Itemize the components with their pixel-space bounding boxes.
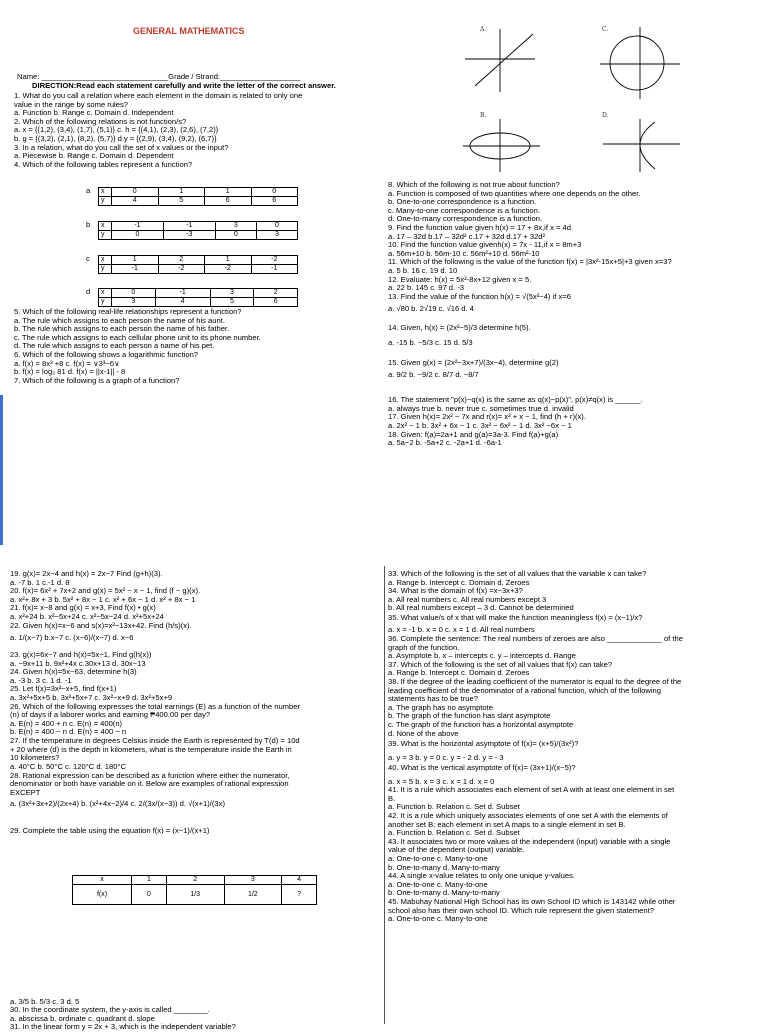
question-line: 25. Let f(x)=3x²−x+5, find f(x+1)	[10, 684, 117, 694]
question-line: 20. f(x)= 6x² + 7x+2 and g(x) = 5x² − x − 1, find (f − g)(x).	[10, 586, 201, 596]
question-line: a. -7 b. 1 c.-1 d. 8	[10, 577, 70, 587]
question-line: a. 40°C b. 50°C c. 120°C d. 180°C	[10, 761, 126, 771]
question-line: a. Function is composed of two quantities where one depends on the other.	[388, 188, 641, 198]
q29-row-fx	[73, 885, 317, 905]
row-label: y	[99, 231, 112, 240]
question-line: b. The graph of the function has slant asymptote	[388, 711, 551, 721]
question-line: a. √80 b. 2√19 c. √16 d. 4	[388, 304, 474, 314]
question-line: 27. If the temperature in degrees Celsius inside the Earth is represented by T(d) = 10d	[10, 736, 300, 745]
table-cell: -1	[163, 222, 215, 231]
function-table	[98, 221, 298, 240]
question-line: a. 2x² − 1 b. 3x² + 6x − 1 c. 3x² − 6x² − 1 d. 3x² −6x − 1	[388, 421, 572, 430]
table-cell: 1	[205, 188, 252, 197]
question-line: a. E(n) = 400 + n c. E(n) = 400(n)	[10, 718, 123, 728]
table-row	[99, 231, 298, 240]
question-line: d. The rule which assigns to each person a name of his pet.	[14, 341, 215, 351]
q29-cell: 4	[282, 876, 317, 885]
table-row	[99, 265, 298, 274]
question-line: 42. It is a rule which uniquely associates elements of one set A with the elements of	[388, 811, 668, 820]
table-cell: 4	[155, 298, 210, 307]
question-line: 17. Given h(x)= 2x² − 7x and r(x)= x² + x − 1, find (h + r)(x).	[388, 412, 586, 422]
table-cell: 3	[215, 222, 256, 231]
question-line: 26. Which of the following expresses the total earnings (E) as a function of the number	[10, 701, 300, 711]
question-line: 14. Given, h(x) = (2x²−5)/3 determine h(5).	[388, 323, 531, 333]
table-cell: 3	[210, 289, 254, 298]
table-cell: 0	[256, 222, 297, 231]
question-line: 15. Given g(x) = (2x²−3x+7)/(3x−4), determine g(2)	[388, 358, 559, 368]
q29-cell: x	[73, 876, 132, 885]
q29-cell: 1/3	[166, 885, 224, 905]
q7-graph-figures	[455, 24, 695, 174]
question-line: 5. Which of the following real-life relationships represent a function?	[14, 307, 242, 316]
table-cell: -1	[251, 265, 298, 274]
table-cell: -1	[155, 289, 210, 298]
question-line: a. All real numbers c. All real numbers except 3	[388, 594, 547, 604]
question-line: graph of the function.	[388, 642, 460, 652]
question-line: a. 5a−2 b. -5a+2 c. -2a+1 d. -6a-1	[388, 438, 502, 448]
table-row	[99, 188, 298, 197]
table-cell: 2	[158, 256, 205, 265]
question-line: 11. Which of the following is the value of the function f(x) = |3x²-15x+5|+3 given x=3?	[388, 257, 672, 267]
question-line: 6. Which of the following shows a logarithmic function?	[14, 350, 199, 359]
question-line: 37. Which of the following is the set of all values that f(x) can take?	[388, 659, 613, 669]
question-line: a. x = {(1,2), (3,4), (1,7), (5,1)} c. h = {(4,1), (2,3), (2,6), (7,2)}	[14, 125, 219, 135]
name-grade-line: Name: ______________________________Grade / Strand:___________________	[17, 72, 301, 81]
table-cell: 6	[205, 197, 252, 206]
table-cell: 5	[158, 197, 205, 206]
question-line: 45. Mabuhay National High School has its own School ID which is 143142 while other	[388, 897, 676, 906]
question-line: 29. Complete the table using the equation f(x) = (x−1)/(x+1)	[10, 826, 210, 835]
table-cell: 2	[254, 289, 298, 298]
q29-cell: 2	[166, 876, 224, 885]
question-line: 3. In a relation, what do you call the set of x values or the input?	[14, 142, 229, 152]
figure-label-a: A.	[480, 26, 487, 33]
question-line: a. 5 b. 16 c. 19 d. 10	[388, 266, 458, 275]
question-line: 30. In the coordinate system, the y-axis is called ________.	[10, 1005, 210, 1015]
table-cell: -2	[158, 265, 205, 274]
row-label: x	[99, 256, 112, 265]
question-line: a. (3x²+3x+2)/(2x+4) b. (x²+4x−2)/4 c. 2/(3x/(x−3)) d. √(x+1)/(3x)	[10, 799, 225, 808]
q29-cell: 1	[132, 876, 167, 885]
table-cell: 3	[112, 298, 156, 307]
question-line: c. Many-to-one correspondence is a function.	[388, 205, 540, 215]
question-line: a. One-to-one c. Many-to-one	[388, 854, 488, 863]
table-cell: 1	[158, 188, 205, 197]
table-letter: b	[86, 220, 91, 229]
question-line: 12. Evaluate: h(x) = 5x²-8x+12 given x = 5.	[388, 274, 532, 284]
question-line: a. 3x²+5x+5 b. 3x²+5x+7 c. 3x²−x+9 d. 3x²+5x+9	[10, 693, 173, 702]
question-line: 2. Which of the following relations is not function/s?	[14, 116, 187, 126]
table-cell: -3	[163, 231, 215, 240]
table-cell: -2	[251, 256, 298, 265]
table-cell: 0	[112, 289, 156, 298]
table-cell: -2	[205, 265, 252, 274]
question-line: a. −9x+11 b. 9x²+4x c.30x+13 d. 30x−13	[10, 658, 146, 668]
question-line: a. Range b. Intercept c. Domain d. Zeroes	[388, 577, 530, 587]
q29-table	[72, 875, 317, 905]
question-line: b. E(n) = 400 − n d. E(n) = 400 − n	[10, 727, 127, 737]
figure-label-d: D.	[602, 112, 609, 119]
row-label: y	[99, 197, 112, 206]
direction-text: DIRECTION:Read each statement carefully and write the letter of the correct answer.	[32, 81, 336, 90]
question-line: school also has their own school ID. Which rule represent the given statement?	[388, 905, 654, 915]
figure-label-b: B.	[480, 112, 487, 119]
table-cell: 4	[112, 197, 159, 206]
table-cell: 1	[112, 256, 159, 265]
question-line: 4. Which of the following tables represent a function?	[14, 159, 193, 169]
question-line: a. 3/5 b. 5/3 c. 3 d. 5	[10, 997, 80, 1006]
row-label: x	[99, 289, 112, 298]
table-cell: 3	[256, 231, 297, 240]
question-line: a. Function b. Relation c. Set d. Subset	[388, 802, 520, 812]
q29-cell: 3	[224, 876, 282, 885]
table-cell: 1	[205, 256, 252, 265]
table-cell: 6	[254, 298, 298, 307]
table-letter: a	[86, 186, 91, 195]
question-line: 19. g(x)= 2x−4 and h(x) = 2x−7 Find (g+h)(3).	[10, 569, 163, 578]
figure-label-c: C.	[602, 26, 609, 33]
q29-cell: f(x)	[73, 885, 132, 905]
row-label: y	[99, 265, 112, 274]
question-line: d. None of the above	[388, 728, 459, 738]
question-line: value in the range by some rules?	[14, 99, 128, 109]
question-line: c. The graph of the function has a horizontal asymptote	[388, 720, 574, 729]
question-line: c. The rule which assigns to each cellular phone unit to its phone number.	[14, 332, 261, 342]
question-line: a. f(x) = 8x³ +8 c. f(x) = ∨3³−6∨	[14, 358, 120, 368]
table-cell: -1	[112, 222, 164, 231]
column-divider	[384, 566, 385, 1024]
question-line: a. The rule which assigns to each person the name of his aunt.	[14, 315, 225, 325]
graph-d-parabola	[603, 119, 680, 172]
question-line: a. x = -1 b. x = 0 c. x = 1 d. All real numbers	[388, 625, 535, 635]
question-line: a. Range b. Intercept c. Domain d. Zeroes	[388, 668, 530, 678]
question-line: d. One-to-many correspondence is a function.	[388, 214, 543, 224]
table-row	[99, 197, 298, 206]
question-line: 8. Which of the following is not true about function?	[388, 180, 560, 189]
question-line: 34. What is the domain of f(x) =x−3x+3?	[388, 586, 523, 596]
question-line: 35. What value/s of x that will make the function meaningless f(x) = (x−1)/x?	[388, 613, 643, 623]
q29-cell: 0	[132, 885, 167, 905]
question-line: 10 kilometers?	[10, 753, 60, 763]
question-line: a. One-to-one c. Many-to-one	[388, 914, 488, 924]
question-line: 41. It is a rule which associates each element of set A with at least one element in set	[388, 785, 675, 795]
question-line: a. y = 3 b. y = 0 c. y = - 2 d. y = - 3	[388, 752, 504, 762]
table-cell: 0	[215, 231, 256, 240]
table-row	[99, 298, 298, 307]
question-line: 31. In the linear form y = 2x + 3, which is the independent variable?	[10, 1022, 236, 1032]
question-line: b. g = {(3,2), (2,1), (8,2), (5,7)} d.y = {(2,9), (3,4), (9,2), (6,7)}	[14, 134, 217, 143]
question-line: 18. Given: f(a)=2a+1 and g(a)=3a-3. Find f(a)+g(a)	[388, 429, 559, 439]
table-cell: -1	[112, 265, 159, 274]
question-line: 23. g(x)=6x−7 and h(x)=5x−1, Find g(h(x))	[10, 650, 152, 659]
question-line: b. One-to-many d. Many-to-many	[388, 862, 500, 872]
table-cell: 0	[112, 231, 164, 240]
question-line: 33. Which of the following is the set of all values that the variable x can take?	[388, 569, 647, 578]
question-line: a. abscissa b. ordinate c. quadrant d. slope	[10, 1013, 155, 1023]
question-line: b. f(x) = log₂ 81 d. f(x) = ||x-1|| - 8	[14, 367, 126, 377]
question-line: value of the dependent (output) variable.	[388, 845, 525, 855]
question-line: 9. Find the function value given h(x) = 17 + 8x,if x = 4d.	[388, 223, 574, 232]
table-cell: 0	[112, 188, 159, 197]
question-line: denominator or both have variable on it. Below are examples of rational expression	[10, 779, 289, 789]
table-letter: c	[86, 254, 90, 263]
question-line: 36. Complete the sentence: The real numbers of zeroes are also _____________ of the	[388, 634, 683, 643]
table-letter: d	[86, 287, 91, 296]
graph-c-circle	[600, 27, 680, 99]
q29-row-x	[73, 876, 317, 885]
question-line: a. One-to-one c. Many-to-one	[388, 879, 488, 889]
question-line: 43. It associates two or more values of the independent (input) variable with a single	[388, 836, 671, 846]
table-cell: 5	[210, 298, 254, 307]
question-line: 21. f(x)= x−8 and g(x) = x+3, Find f(x) • g(x)	[10, 603, 156, 613]
question-line: a. always true b. never true c. sometimes true d. invalid	[388, 403, 574, 413]
question-line: 22. Given h(x)=x−6 and s(x)=x²−13x+42. Find (h/s)(x).	[10, 621, 192, 630]
function-table	[98, 255, 298, 274]
question-line: b. All real numbers except – 3 d. Cannot be determined	[388, 603, 574, 613]
question-line: (n) of days if a laborer works and earning ₱400.00 per day?	[10, 710, 211, 720]
question-line: a. Function b. Range c. Domain d. Independent	[14, 108, 174, 118]
question-line: 16. The statement "p(x)−q(x) is the same as q(x)−p(x)", p(x)≠q(x) is ______.	[388, 395, 643, 405]
table-row	[99, 256, 298, 265]
q29-cell: ?	[282, 885, 317, 905]
graph-b-ellipse	[463, 119, 540, 172]
function-table	[98, 187, 298, 206]
question-line: 40. What is the vertical asymptote of f(x)= (3x+1)/(x−5)?	[388, 762, 576, 772]
question-line: 13. Find the value of the function h(x) = √(5x²−4) if x=6	[388, 292, 571, 302]
question-line: a. 56m+10 b. 56m-10 c. 56m²+10 d. 56m²-10	[388, 248, 540, 258]
question-line: a. -15 b. −5/3 c. 15 d. 5/3	[388, 338, 473, 348]
question-line: 39. What is the horizontal asymptote of f(x)= (x+5)/(3x²)?	[388, 738, 579, 748]
row-label: y	[99, 298, 112, 307]
question-line: a. 22 b. 145 c. 97 d. -3	[388, 283, 464, 293]
row-label: x	[99, 188, 112, 197]
page-edge-marker	[0, 395, 3, 545]
question-line: a. Piecewise b. Range c. Domain d. Dependent	[14, 151, 174, 161]
question-line: EXCEPT	[10, 788, 41, 797]
question-line: 7. Which of the following is a graph of a function?	[14, 375, 180, 385]
question-line: B.	[388, 793, 396, 803]
question-line: a. x = 5 b. x = 3 c. x = 1 d. x = 0	[388, 776, 495, 786]
question-line: 1. What do you call a relation where each element in the domain is related to only one	[14, 91, 303, 100]
question-line: a. The graph has no asymptote	[388, 702, 493, 712]
question-line: leading coefficient of the denominator of a rational function, which of the following	[388, 685, 661, 695]
question-line: a. 17 – 32d b.17 – 32d² c.17 + 32d d.17 + 32d²	[388, 231, 546, 241]
question-line: 28. Rational expression can be described as a function where either the numerator,	[10, 770, 290, 780]
q29-cell: 1/2	[224, 885, 282, 905]
table-row	[99, 289, 298, 298]
question-line: a. -3 b. 3 c. 1 d. -1	[10, 675, 72, 685]
question-line: b. One-to-one correspondence is a function.	[388, 197, 537, 207]
question-line: 10. Find the function value givenh(x) = 7x - 11,if x = 8m+3	[388, 240, 582, 250]
question-line: a. 9/2 b. −9/2 c. 8/7 d. −8/7	[388, 370, 479, 380]
question-line: a. 1/(x−7) b.x−7 c. (x−6)/(x−7) d. x−6	[10, 633, 134, 642]
question-line: 24. Given h(x)=5x−63, determine h(3)	[10, 667, 137, 677]
question-line: another set B; each element in set A maps to a single element in set B.	[388, 819, 626, 829]
question-line: + 20 where (d) is the depth in kilometers, what is the temperature inside the Earth in	[10, 744, 292, 754]
question-line: a. Asymptote b. x – intercepts c. y – intercepts d. Range	[388, 651, 576, 661]
table-cell: 6	[251, 197, 298, 206]
question-line: 44. A single x-value relates to only one unique y-values.	[388, 871, 576, 881]
question-line: a. x²+ 8x + 3 b. 5x² + 8x − 1 c. x² + 6x − 1 d. x² + 8x − 1	[10, 594, 196, 604]
question-line: 38. If the degree of the leading coefficient of the numerator is equal to the degree of the	[388, 677, 682, 686]
question-line: a. x²+24 b. x²−5x+24 c. x²−5x−24 d. x²+5x+24	[10, 612, 164, 621]
row-label: x	[99, 222, 112, 231]
question-line: b. One-to-many d. Many-to-many	[388, 888, 500, 898]
question-line: b. The rule which assigns to each person the name of his father.	[14, 324, 230, 334]
graph-a-lines	[465, 26, 535, 92]
question-line: a. Function b. Relation c. Set d. Subset	[388, 828, 520, 838]
table-row	[99, 222, 298, 231]
table-cell: 0	[251, 188, 298, 197]
page-title: GENERAL MATHEMATICS	[133, 26, 245, 36]
question-line: statements has to be true?	[388, 694, 478, 704]
function-table	[98, 288, 298, 307]
